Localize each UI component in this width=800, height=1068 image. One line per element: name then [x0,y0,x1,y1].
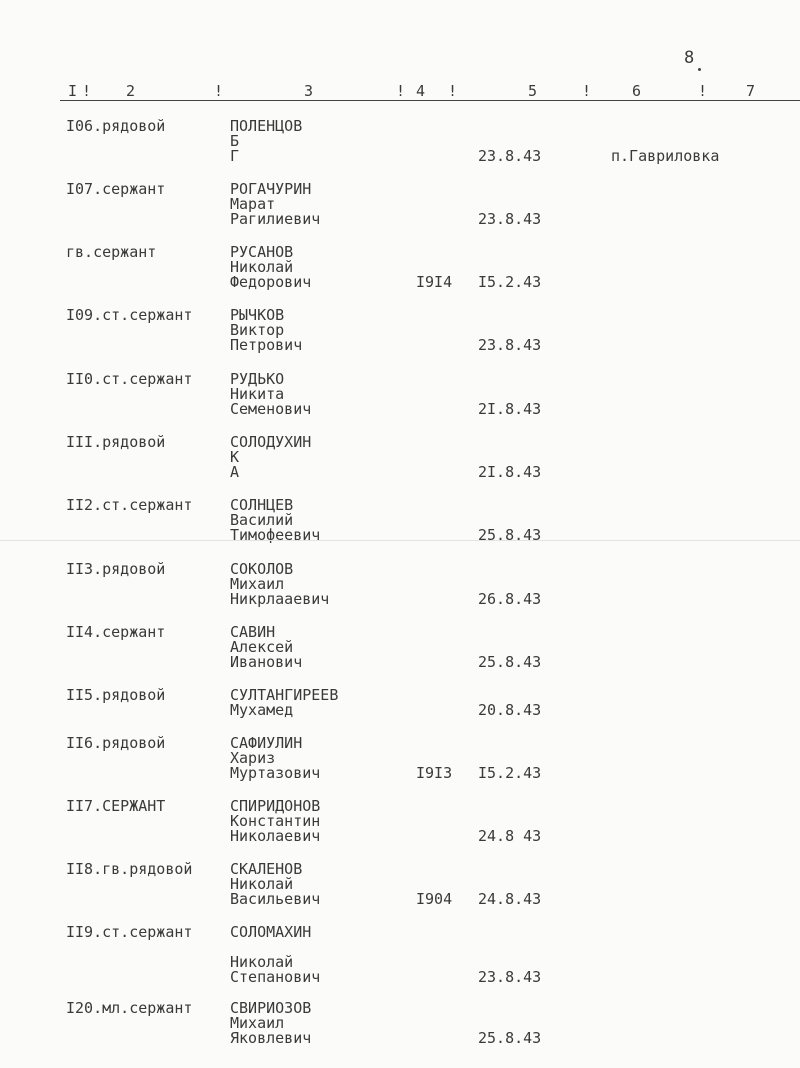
patronymic: Яковлевич [230,1029,312,1047]
death-date: 23.8.43 [478,147,542,165]
surname: СОЛНЦЕВ [230,496,294,514]
rank: II8.гв.рядовой [66,860,193,878]
header-cell: 5 [528,82,538,100]
surname: СОЛОМАХИН [230,923,312,941]
page-number-dot [698,68,701,71]
list-item [0,118,800,180]
header-cell: 2 [126,82,136,100]
header-rule [60,100,800,101]
rank: I07.сержант [66,180,166,198]
header-cell: ! [82,82,92,100]
patronymic: Петрович [230,336,303,354]
surname: СОКОЛОВ [230,560,294,578]
first-name: Михаил [230,575,285,593]
death-date: 2I.8.43 [478,400,542,418]
patronymic: Тимофеевич [230,526,321,544]
death-date: I5.2.43 [478,764,542,782]
patronymic: Степанович [230,968,321,986]
rank: II0.ст.сержант [66,370,193,388]
list-item [0,181,800,243]
rank: II9.ст.сержант [66,923,193,941]
header-cell: 4 [416,82,426,100]
death-date: 23.8.43 [478,336,542,354]
header-cell: I [68,82,78,100]
header-cell: ! [214,82,224,100]
header-cell: ! [448,82,458,100]
list-item [0,434,800,496]
surname: СВИРИОЗОВ [230,999,312,1017]
paper-fold [0,540,800,541]
birth-year: I9I4 [416,273,453,291]
list-item [0,244,800,306]
patronymic: А [230,463,240,481]
death-date: 25.8.43 [478,1029,542,1047]
list-item [0,561,800,623]
column-header [60,83,800,103]
list-item [0,735,800,797]
surname: САФИУЛИН [230,734,303,752]
death-date: 24.8 43 [478,827,542,845]
birth-year: I9I3 [416,764,453,782]
death-date: 2I.8.43 [478,463,542,481]
surname: САВИН [230,623,276,641]
first-name: Василий [230,511,294,529]
first-name: Константин [230,812,321,830]
rank: II3.рядовой [66,560,166,578]
surname: РУСАНОВ [230,243,294,261]
rank: гв.сержант [66,243,157,261]
surname: СУЛТАНГИРЕЕВ [230,686,339,704]
rank: I09.ст.сержант [66,306,193,324]
rank: II7.СЕРЖАНТ [66,797,166,815]
page-number: 8 [684,48,695,68]
list-item [0,1000,800,1062]
patronymic: Иванович [230,653,303,671]
first-name: Алексей [230,638,294,656]
death-date: I5.2.43 [478,273,542,291]
surname: СПИРИДОНОВ [230,797,321,815]
rank: II4.сержант [66,623,166,641]
surname: РОГАЧУРИН [230,180,312,198]
list-item [0,798,800,860]
death-date: 25.8.43 [478,526,542,544]
rank: II2.ст.сержант [66,496,193,514]
header-cell: ! [698,82,708,100]
patronymic: Васильевич [230,890,321,908]
death-date: 25.8.43 [478,653,542,671]
surname: СКАЛЕНОВ [230,860,303,878]
patronymic: Семенович [230,400,312,418]
patronymic: Федорович [230,273,312,291]
death-date: 24.8.43 [478,890,542,908]
header-cell: 7 [746,82,756,100]
first-name: Никита [230,385,285,403]
header-cell: 3 [304,82,314,100]
first-name: Б [230,132,240,150]
first-name: Михаил [230,1014,285,1032]
surname: РЫЧКОВ [230,306,285,324]
list-item [0,497,800,559]
first-name: К [230,448,240,466]
first-name: Виктор [230,321,285,339]
death-date: 23.8.43 [478,210,542,228]
patronymic: Г [230,147,240,165]
patronymic: Николаевич [230,827,321,845]
header-cell: 6 [632,82,642,100]
list-item [0,371,800,433]
surname: РУДЬКО [230,370,285,388]
list-item [0,861,800,923]
list-item [0,307,800,369]
list-item [0,624,800,686]
death-date: 20.8.43 [478,701,542,719]
rank: I06.рядовой [66,117,166,135]
birth-year: I904 [416,890,453,908]
rank: II5.рядовой [66,686,166,704]
rank: II6.рядовой [66,734,166,752]
patronymic: Рагилиевич [230,210,321,228]
first-name: Николай [230,953,294,971]
patronymic: Никрлааевич [230,590,330,608]
patronymic: Муртазович [230,764,321,782]
first-name: Мухамед [230,701,294,719]
surname: ПОЛЕНЦОВ [230,117,303,135]
death-date: 23.8.43 [478,968,542,986]
death-date: 26.8.43 [478,590,542,608]
first-name: Николай [230,875,294,893]
surname: СОЛОДУХИН [230,433,312,451]
header-cell: ! [396,82,406,100]
rank: I20.мл.сержант [66,999,193,1017]
rank: III.рядовой [66,433,166,451]
first-name: Марат [230,195,276,213]
burial-place: п.Гавриловка [611,147,720,165]
first-name: Николай [230,258,294,276]
header-cell: ! [582,82,592,100]
first-name: Хариз [230,749,276,767]
